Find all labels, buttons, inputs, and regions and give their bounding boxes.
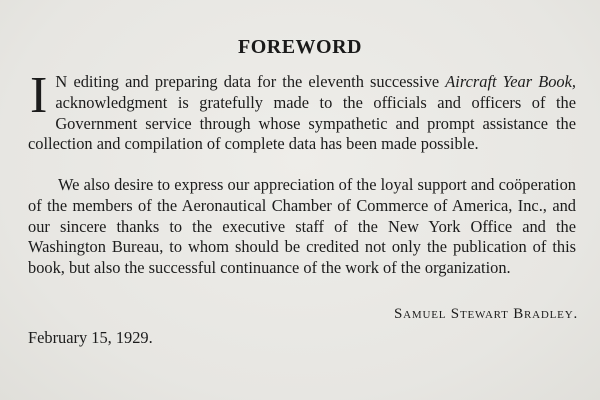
paragraph-1-text-end: acknowledgment is gratefully made to the officials and officers of the Government service through whose sympathetic and prompt assistance the collection and compilation of complete data has been made possible.	[28, 92, 576, 154]
first-word-rest: N	[55, 72, 68, 91]
date-line: February 15, 1929.	[28, 328, 153, 347]
paragraph-1	[28, 67, 576, 155]
paragraph-2-text: We also desire to express our appreciation of the loyal support and coöperation of the members of the Aeronautical Chamber of Commerce of America, Inc., and our sincere thanks to the executive staff of the New York Office and the Washington Bureau, to whom should be credited not only the publication of this book, but also the successful continuance of the work of the organization.	[28, 175, 576, 278]
page-title: FOREWORD	[238, 36, 362, 58]
paragraph-2	[28, 175, 576, 279]
book-title-italic: Aircraft Year Book,	[445, 72, 576, 91]
signature: Samuel Stewart Bradley.	[394, 306, 578, 322]
drop-cap: I	[30, 67, 48, 124]
paragraph-1-text-start: editing and preparing data for the eleventh successive	[67, 72, 446, 91]
